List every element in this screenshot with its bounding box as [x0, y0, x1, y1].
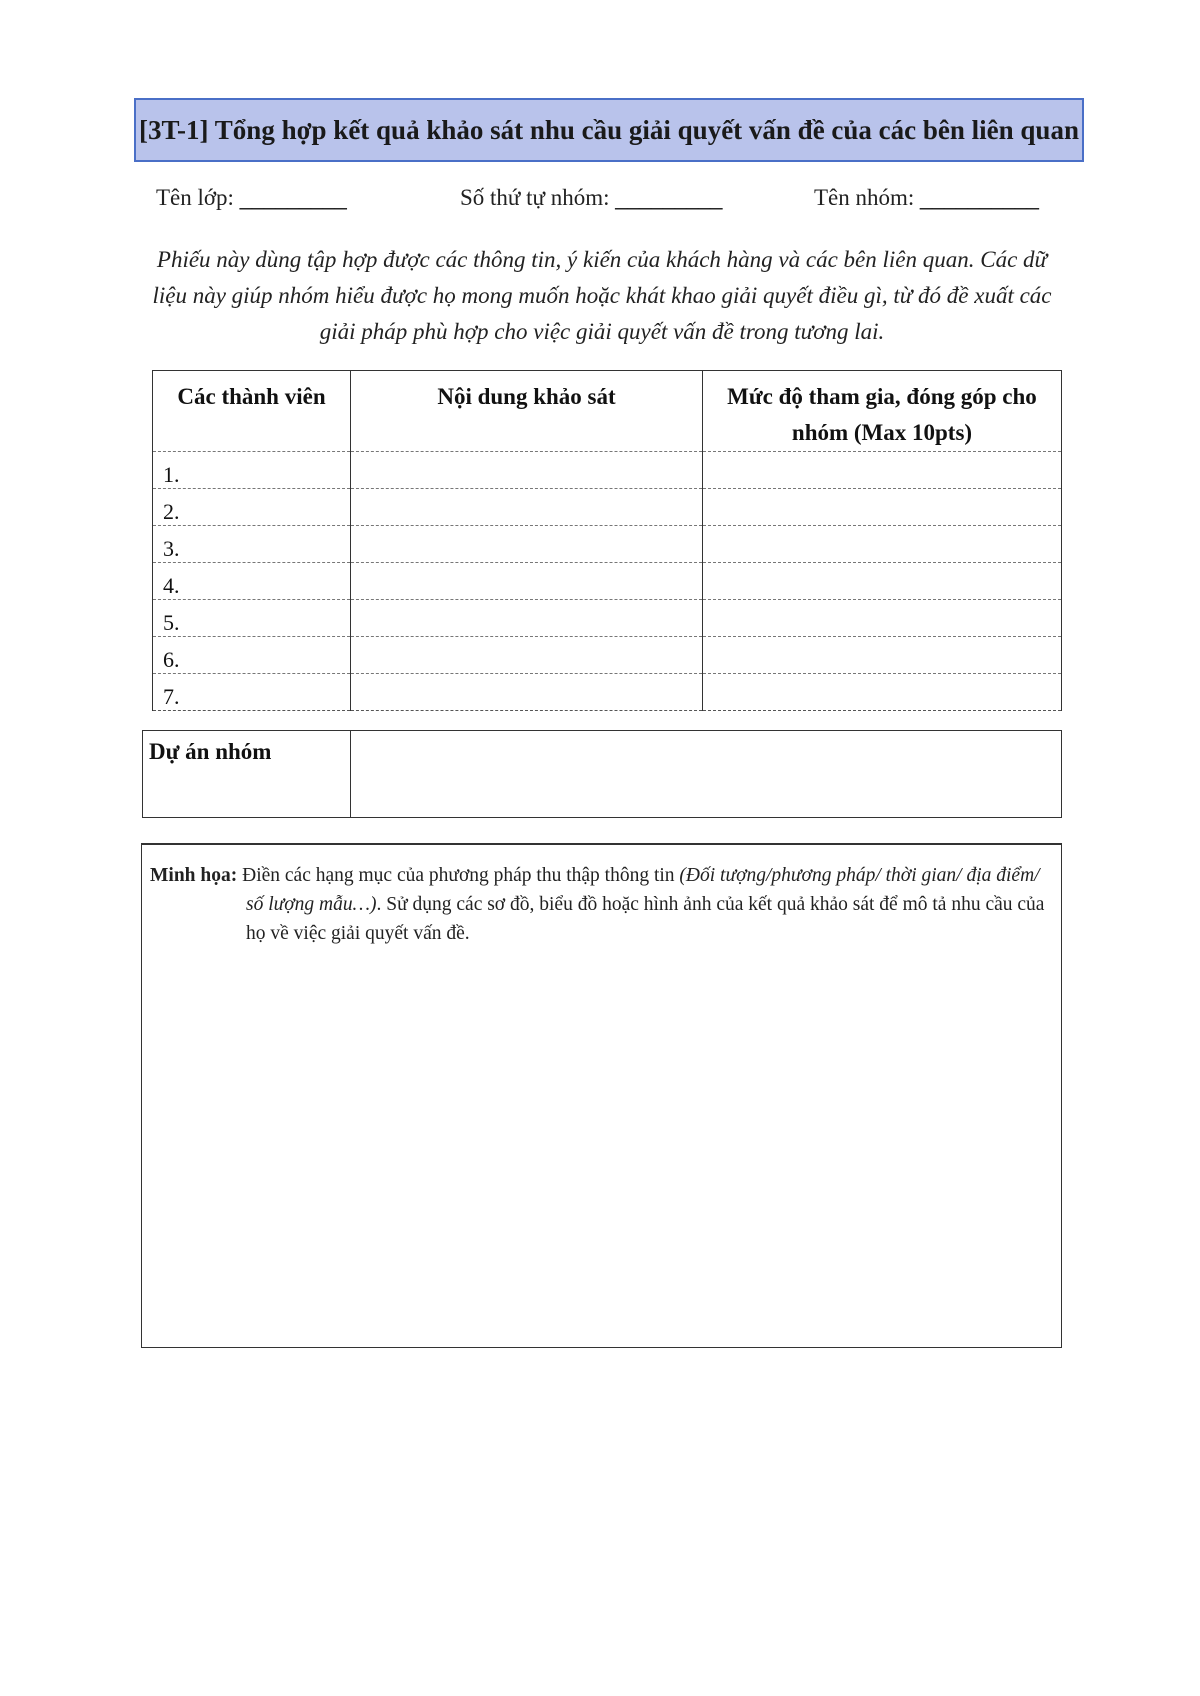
- class-name-field: [156, 184, 346, 216]
- table-row: [153, 489, 1062, 526]
- row-number[interactable]: 6.: [153, 637, 351, 674]
- class-name-label: Tên lớp:: [156, 185, 234, 210]
- row-number[interactable]: 7.: [153, 674, 351, 711]
- row-number[interactable]: 2.: [153, 489, 351, 526]
- survey-content-cell[interactable]: [351, 637, 703, 674]
- page-title: [3T-1] Tổng hợp kết quả khảo sát nhu cầu giải quyết vấn đề của các bên liên quan: [139, 114, 1079, 145]
- group-project-field[interactable]: [351, 731, 1061, 817]
- survey-content-cell[interactable]: [351, 674, 703, 711]
- illustration-text-1: Điền các hạng mục của phương pháp thu thập thông tin: [237, 865, 680, 886]
- contribution-cell[interactable]: [703, 452, 1062, 489]
- header-members: Các thành viên: [153, 371, 351, 452]
- title-banner: [134, 98, 1084, 162]
- group-name-label: Tên nhóm:: [814, 185, 915, 210]
- contribution-cell[interactable]: [703, 526, 1062, 563]
- header-survey-content: Nội dung khảo sát: [351, 371, 703, 452]
- header-contribution: Mức độ tham gia, đóng góp cho nhóm (Max 10pts): [703, 371, 1062, 452]
- group-number-field: [460, 184, 721, 216]
- illustration-text-2: . Sử dụng các sơ đồ, biểu đồ hoặc hình ảnh của kết quả khảo sát để mô tả nhu cầu của họ về việc giải quyết vấn đề.: [246, 894, 1045, 944]
- class-name-blank[interactable]: _________: [239, 184, 346, 210]
- survey-content-cell[interactable]: [351, 526, 703, 563]
- survey-content-cell[interactable]: [351, 600, 703, 637]
- row-number[interactable]: 3.: [153, 526, 351, 563]
- intro-paragraph: Phiếu này dùng tập hợp được các thông tin, ý kiến của khách hàng và các bên liên quan. Các dữ liệu này giúp nhóm hiểu được họ mong muốn hoặc khát khao giải quyết điều gì, từ đó đề xuất các giải pháp phù hợp cho việc giải quyết vấn đề trong tương lai.: [152, 247, 1052, 344]
- illustration-lead: Minh họa:: [150, 865, 238, 886]
- row-number[interactable]: 5.: [153, 600, 351, 637]
- contribution-cell[interactable]: [703, 489, 1062, 526]
- contribution-cell[interactable]: [703, 674, 1062, 711]
- group-number-blank[interactable]: _________: [615, 184, 722, 210]
- row-number[interactable]: 1.: [153, 452, 351, 489]
- table-row: [153, 563, 1062, 600]
- illustration-box[interactable]: [141, 843, 1062, 1348]
- members-table: [152, 370, 1062, 711]
- group-number-label: Số thứ tự nhóm:: [460, 185, 610, 210]
- illustration-instructions: [150, 861, 1053, 948]
- table-row: [153, 674, 1062, 711]
- group-name-blank[interactable]: __________: [920, 184, 1038, 210]
- survey-content-cell[interactable]: [351, 563, 703, 600]
- survey-content-cell[interactable]: [351, 489, 703, 526]
- illustration-text-italic: (Đối tượng/phương pháp/ thời gian/ địa điểm/ số lượng mẫu…): [246, 865, 1040, 915]
- survey-content-cell[interactable]: [351, 452, 703, 489]
- group-name-field: [814, 184, 1038, 216]
- contribution-cell[interactable]: [703, 563, 1062, 600]
- group-project-label: Dự án nhóm: [143, 731, 351, 817]
- group-project-box: [142, 730, 1062, 818]
- members-table-header: [153, 371, 1062, 452]
- table-row: [153, 526, 1062, 563]
- table-row: [153, 600, 1062, 637]
- contribution-cell[interactable]: [703, 600, 1062, 637]
- table-row: [153, 637, 1062, 674]
- contribution-cell[interactable]: [703, 637, 1062, 674]
- row-number[interactable]: 4.: [153, 563, 351, 600]
- table-row: [153, 452, 1062, 489]
